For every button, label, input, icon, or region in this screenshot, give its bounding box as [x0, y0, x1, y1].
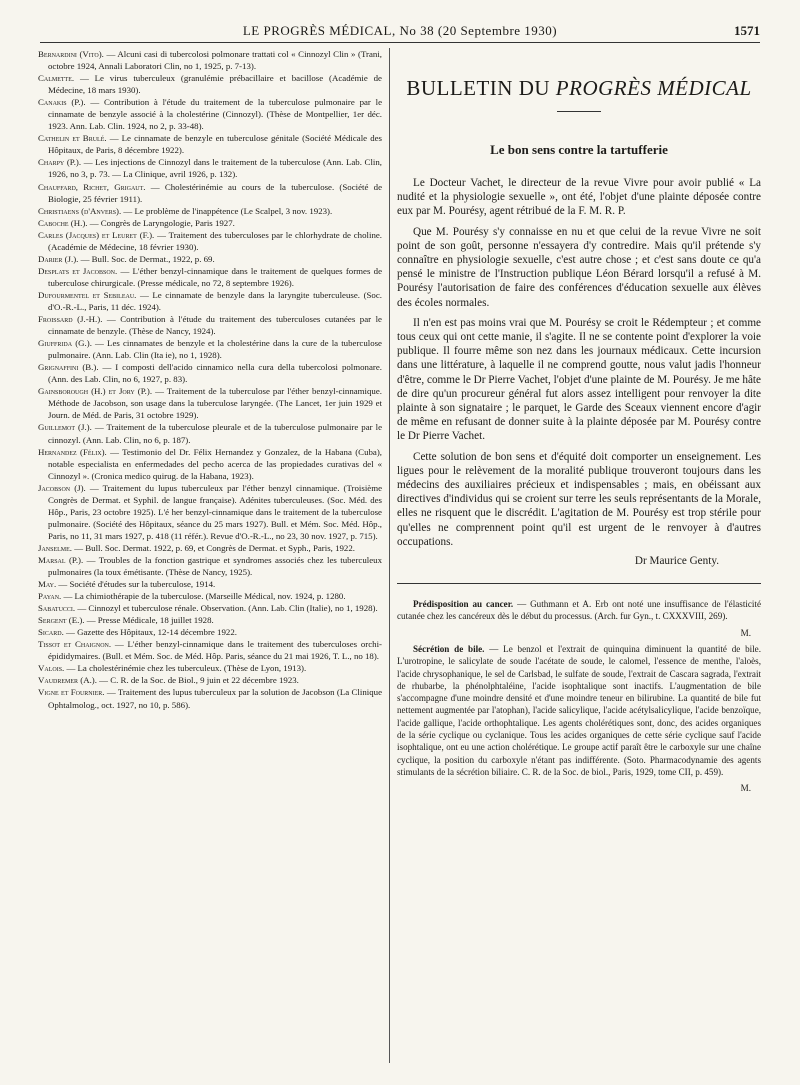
article-paragraph: Que M. Pourésy s'y connaisse en nu et que celui de la revue Vivre ne soit point de son goût, personne n'essayera d'y contredire. Mais qu'il prétende s'y connaître en physiologie sexuelle, c'est autre chose ; et c'est sans doute ce qu'a pensé le ministre de l'Instruction publique Léon Bérard lorsqu'il a refusé à M. Pourésy l'autorisation de faire des conférences d'éducation sexuelle aux élèves des écoles normales. — [397, 225, 761, 309]
entry-text: — Le cinnamate de benzyle en tuberculose génitale (Société Médicale des Hôpitaux, de Paris, 8 décembre 1922). — [48, 133, 382, 156]
article-paragraph: Le Docteur Vachet, le directeur de la revue Vivre pour avoir publié « La nudité et la physiologie sexuelle », ont été, l'objet d'une plainte déposée contre eux par M. Pourésy, agent rétribué de la F. M. R. P. — [397, 177, 761, 218]
bibliography-entry — [38, 385, 382, 421]
note-paragraph — [397, 643, 761, 778]
entry-text: — Gazette des Hôpitaux, 12-14 décembre 1922. — [63, 627, 237, 638]
entry-text: — L'éther benzyl-cinnamique dans le traitement de quelques formes de tuberculose chirurgicale. (Presse médicale, no 72, 8 septembre 1926). — [48, 265, 383, 288]
entry-text: — Le cinnamate de benzyle dans la laryngite tuberculeuse. (Soc. d'O.-R.-L., Paris, 11 déc. 1924). — [48, 289, 382, 312]
bibliography-entry — [38, 289, 382, 313]
entry-text: — Société d'études sur la tuberculose, 1914. — [56, 579, 216, 590]
running-title: LE PROGRÈS MÉDICAL, No 38 (20 Septembre 1930) — [242, 23, 558, 38]
entry-text: — Contribution à l'étude du traitement de la tuberculose pulmonaire par le cinnamate de benzyle associé à la cholestérine (Cinnozyl). (Thèse de Montpellier, 1er déc. 1923. Ann. Lab. Clin. 1924, no 2, p. 33-48). — [48, 97, 382, 132]
entry-author: Grignaffini (B.). — [38, 362, 99, 373]
entry-author: Vaudremer (A.). — [38, 675, 97, 686]
bibliography-entry — [38, 96, 382, 132]
entry-text: — Traitement des tuberculoses par le chlorhydrate de choline. (Académie de Médecine, 18 février 1930). — [48, 229, 383, 252]
bibliography-entry — [38, 590, 382, 602]
entry-text: — Les cinnamates de benzyle et la cholestérine dans la cure de la tuberculose pulmonaire. (Ann. Lab. Clin (Ita ie), no 1, 1928). — [48, 338, 382, 361]
entry-text: — Congrès de Laryngologie, Paris 1927. — [87, 217, 235, 228]
entry-text: — Traitement de la tuberculose pleurale et de la tuberculose pulmonaire par le cinnozyl. (Ann. Lab. Clin, no 6, p. 187). — [48, 422, 382, 445]
bibliography-entry — [38, 421, 382, 445]
entry-author: Payan. — [38, 591, 62, 602]
entry-author: Canakis (P.). — [38, 97, 86, 108]
note-paragraph — [397, 598, 761, 623]
bibliography-entry — [38, 626, 382, 638]
bibliography-entry — [38, 602, 382, 614]
note-signature: M. — [740, 627, 751, 638]
entry-author: May. — [38, 579, 57, 590]
column-divider — [389, 48, 390, 1063]
bibliography-entry — [38, 662, 382, 674]
page-number: 1571 — [734, 23, 760, 38]
entry-text: — Traitement des lupus tuberculeux par la solution de Jacobson (La Clinique Ophtalmolog., oct. 1927, no 10, p. 586). — [48, 687, 382, 710]
heading-divider — [557, 111, 601, 112]
page-header — [40, 20, 760, 43]
entry-author: Cathelin et Brulé. — [38, 133, 107, 144]
bibliography-entry — [38, 265, 382, 289]
note-title: Sécrétion de bile. — [413, 643, 485, 654]
bibliography-entry — [38, 542, 382, 554]
bibliography-column — [38, 48, 382, 711]
bibliography-entry — [38, 217, 382, 229]
bibliography-entry — [38, 446, 382, 482]
entry-text: — Le virus tuberculeux (granulémie prébacillaire et bacillose (Académie de Médecine, 18 mars 1930). — [48, 73, 382, 96]
entry-text: — Cholestérinémie au cours de la tuberculose. (Société de Biologie, 25 février 1911). — [48, 181, 382, 204]
bibliography-entry — [38, 578, 382, 590]
entry-author: Guillemot (J.). — [38, 422, 92, 433]
entry-text: — Contribution à l'étude du traitement des tuberculoses cutanées par le cinnamate de benzyle. (Thèse de Nancy, 1924). — [48, 314, 382, 337]
bibliography-entry — [38, 674, 382, 686]
entry-text: — Cinnozyl et tuberculose rénale. Observation. (Ann. Lab. Clin (Italie), no 1, 1928). — [75, 603, 378, 614]
entry-text: — Traitement de la tuberculose par l'éther benzyl-cinnamique. Méthode de Jacobson, son usage dans la tuberculose laryngée. (The Lancet, 1er juin 1929 et Journ. de Méd. de Paris, 31 octobre 1929). — [48, 386, 382, 421]
article-title: Le bon sens contre la tartufferie — [490, 142, 668, 157]
entry-author: Desplats et Jacobson. — [38, 265, 118, 276]
entry-text: — Troubles de la fonction gastrique et syndromes associés chez les tuberculeux pulmonaires (la toux émétisante. (Thèse de Nancy, 1925). — [48, 554, 382, 578]
entry-author: Dufourmentel et Sebileau. — [38, 289, 137, 300]
entry-author: Sicard. — [38, 627, 64, 638]
entry-text: — La chimiothérapie de la tuberculose. (Marseille Médical, nov. 1924, p. 1280. — [61, 591, 346, 602]
entry-author: Valois. — [38, 663, 65, 674]
entry-text: — Bull. Soc. Dermat. 1922, p. 69, et Congrès de Dermat. et Syph., Paris, 1922. — [72, 542, 355, 553]
bibliography-entry — [38, 554, 382, 578]
bibliography-entry — [38, 48, 382, 72]
bibliography-entry — [38, 156, 382, 180]
bibliography-entry — [38, 313, 382, 337]
note-text: — Le benzol et l'extrait de quinquina diminuent la quantité de bile. L'urotropine, le salicylate de soude l'acétate de soude, le calomel, l'essence de menthe, l'aloès, l'acide chrysophanique, le sel de Carlsbad, le sulfate de soude, l'extrait de Cascara sagrada, l'extrait de rhubarbe, la phénolphtaléine, l'acide isophtalique sont inactifs. L'augmentation de bile s'accompagne d'une moindre densité et d'une moindre teneur en bilirubine. La quantité de bile fut nettement augmentée par l'atophan), l'acide salicylique, l'acide acétylsalicylique, l'acide benzoïque, l'acide gallique, l'acide orthophtalique. Les agents cholérétiques sont, donc, des acides organiques de la série cyclique ou cyclanique. Tous les acides organiques de cette série cyclique sauf l'acide isophtalique, ont eu une action cholérétique. Le groupe actif paraît être le carboxyle sur une chaîne cyclique, la position du carboxyle n'étant pas indifférente. (Soto. Pharmacodynamie des agents stimulants de la sécrétion biliaire. C. R. de la Soc. de biol., Paris, 1929, tome CII, p. 459). — [397, 643, 761, 777]
article-paragraph: Il n'en est pas moins vrai que M. Pourésy se croit le Rédempteur ; et comme tous ceux qui ont cette manie, il s'agite. Il ne se contente point d'explorer la voie publique. Il fourre même son nez dans les journaux médicaux. Cette incursion dans une littérature, à laquelle il ne comprend goutte, nous valut jadis l'honneur d'être, comme le Dr Pierre Vachet, l'objet d'une plainte de M. Pourésy. Je me hâte de dire qu'un procureur général fut alors assez intelligent pour renvoyer la dite plainte à son signataire ; le parquet, le Garde des Sceaux viennent encore d'agir de même en refusant de donner suite à la plainte déposée par M. Pourésy contre le Dr Pierre Vachet. — [397, 316, 761, 443]
entry-author: Gainsborough (H.) et Jory (P.). — [38, 386, 153, 397]
entry-text: — Alcuni casi di tubercolosi polmonare trattati col « Cinnozyl Clin » (Trani, octobre 1924, Annali Laboratori Clin, no 1, 1925, p. 7-13). — [48, 49, 383, 72]
entry-text: — La cholestérinémie chez les tuberculeux. (Thèse de Lyon, 1913). — [64, 663, 307, 674]
entry-author: Sergent (E.). — [38, 615, 85, 626]
article-body — [397, 176, 761, 549]
entry-author: Christiaens (d'Anvers). — [38, 205, 122, 216]
entry-author: Chauffard, Richet, Grigaut. — [38, 181, 146, 192]
entry-text: — Le problème de l'inappétence (Le Scalpel, 3 nov. 1923). — [121, 205, 333, 216]
notes-section — [397, 598, 761, 794]
entry-text: — Traitement du lupus tuberculeux par l'éther benzyl cinnamique. (Troisième Congrès de Dermat. et Syphil. de langue française). Adénites tuberculeuses. (Soc. Méd. des Hôp., Paris, 23 octobre 1925). L'é her benzyl-cinnamique dans le traitement de la tuberculose pulmonaire. (Société des Hôpitaux, séance du 25 mars 1927). Bull. et Mém. Soc. Méd. Hôp., Paris, no 11, 31 mars 1927, p. 418 (11 référ.). Revue d'O.-R.-L., no 23, 30 nov. 1927, p. 715). — [48, 482, 383, 541]
article-paragraph: Cette solution de bon sens et d'équité doit comporter un enseignement. Les ligues pour le relèvement de la moralité publique trouveront toujours dans les médecins des auxiliaires précieux et indispensables ; mais, en obéissant aux directives d'individus qui se croient sur terre les seuls représentants de la Morale, elles ne risquent que le discrédit. L'agitation de M. Pourésy est trop stérile pour qu'elles ne comprennent point qu'il est urgent de le renvoyer à d'autres occupations. — [397, 450, 761, 548]
entry-author: Jacobson (J). — [38, 482, 86, 493]
entry-text: — Testimonio del Dr. Félix Hernandez y Gonzalez, de la Habana (Cuba), notable especialista en enfermedades del pecho acerca de las propiedades curativas del « Cinnozyl ». (Cronica medico quirug. de la Habana, 1923). — [48, 446, 382, 481]
entry-text: — I composti dell'acido cinnamico nella cura della tubercolosi polmonare. (Ann. des Lab. Clin, no 6, 1927, p. 83). — [48, 362, 382, 385]
note-title: Prédisposition au cancer. — [413, 599, 514, 610]
bibliography-entry — [38, 229, 382, 253]
entry-author: Carles (Jacques) et Leuret (F.). — [38, 229, 155, 240]
bulletin-heading — [397, 76, 761, 101]
entry-author: Calmette. — [38, 73, 75, 84]
bulletin-heading-italic: PROGRÈS MÉDICAL — [555, 76, 752, 100]
note-signature: M. — [740, 783, 751, 794]
bibliography-entry — [38, 337, 382, 361]
entry-author: Sabatucci. — [38, 603, 76, 614]
entry-author: Charpy (P.). — [38, 157, 82, 168]
entry-text: — Bull. Soc. de Dermat., 1922, p. 69. — [78, 253, 215, 264]
entry-text: — C. R. de la Soc. de Biol., 9 juin et 22 décembre 1923. — [96, 675, 299, 686]
entry-text: — Presse Médicale, 18 juillet 1928. — [84, 615, 214, 626]
bibliography-entry — [38, 361, 382, 385]
entry-author: Hernandez (Félix). — [38, 446, 107, 457]
article-signature: Dr Maurice Genty. — [634, 555, 719, 568]
note-text: — Guthmann et A. Erb ont noté une insuffisance de l'élasticité cutanée chez les cancéreux dès le début du processus. (Arch. fur Gyn., t. CXXXVIII, 269). — [397, 599, 761, 622]
entry-author: Janselme. — [38, 542, 72, 553]
section-divider — [397, 583, 761, 584]
bibliography-entry — [38, 614, 382, 626]
entry-author: Froissard (J.-H.). — [38, 314, 103, 325]
entry-author: Bernardini (Vito). — [38, 49, 104, 59]
entry-author: Giuffrida (G.). — [38, 338, 92, 349]
entry-author: Tissot et Chaignon. — [38, 639, 112, 650]
entry-author: Vigne et Fournier. — [38, 687, 105, 698]
bibliography-entry — [38, 638, 382, 662]
bibliography-entry — [38, 205, 382, 217]
bibliography-entry — [38, 253, 382, 265]
entry-author: Darier (J.). — [38, 253, 79, 264]
bibliography-entry — [38, 686, 382, 710]
bibliography-entry — [38, 132, 382, 156]
entry-author: Caboche (H.). — [38, 217, 88, 228]
entry-text: — L'éther benzyl-cinnamique dans le traitement des tuberculoses orchi-épididymaires. (Bull. et Mém. Soc. de Méd. Hôp. Paris, séance du 21 mai 1926, T. L., no 18). — [48, 639, 382, 662]
bibliography-entry — [38, 482, 382, 542]
entry-text: — Les injections de Cinnozyl dans le traitement de la tuberculose (Ann. Lab. Clin, 1926, no 3, p. 73. — La Clinique, avril 1926, p. 132). — [48, 157, 382, 180]
bulletin-heading-plain: BULLETIN DU — [406, 76, 556, 100]
bibliography-entry — [38, 181, 382, 205]
bulletin-column — [397, 48, 761, 799]
bibliography-entry — [38, 72, 382, 96]
entry-author: Marsal (P.). — [38, 554, 84, 565]
